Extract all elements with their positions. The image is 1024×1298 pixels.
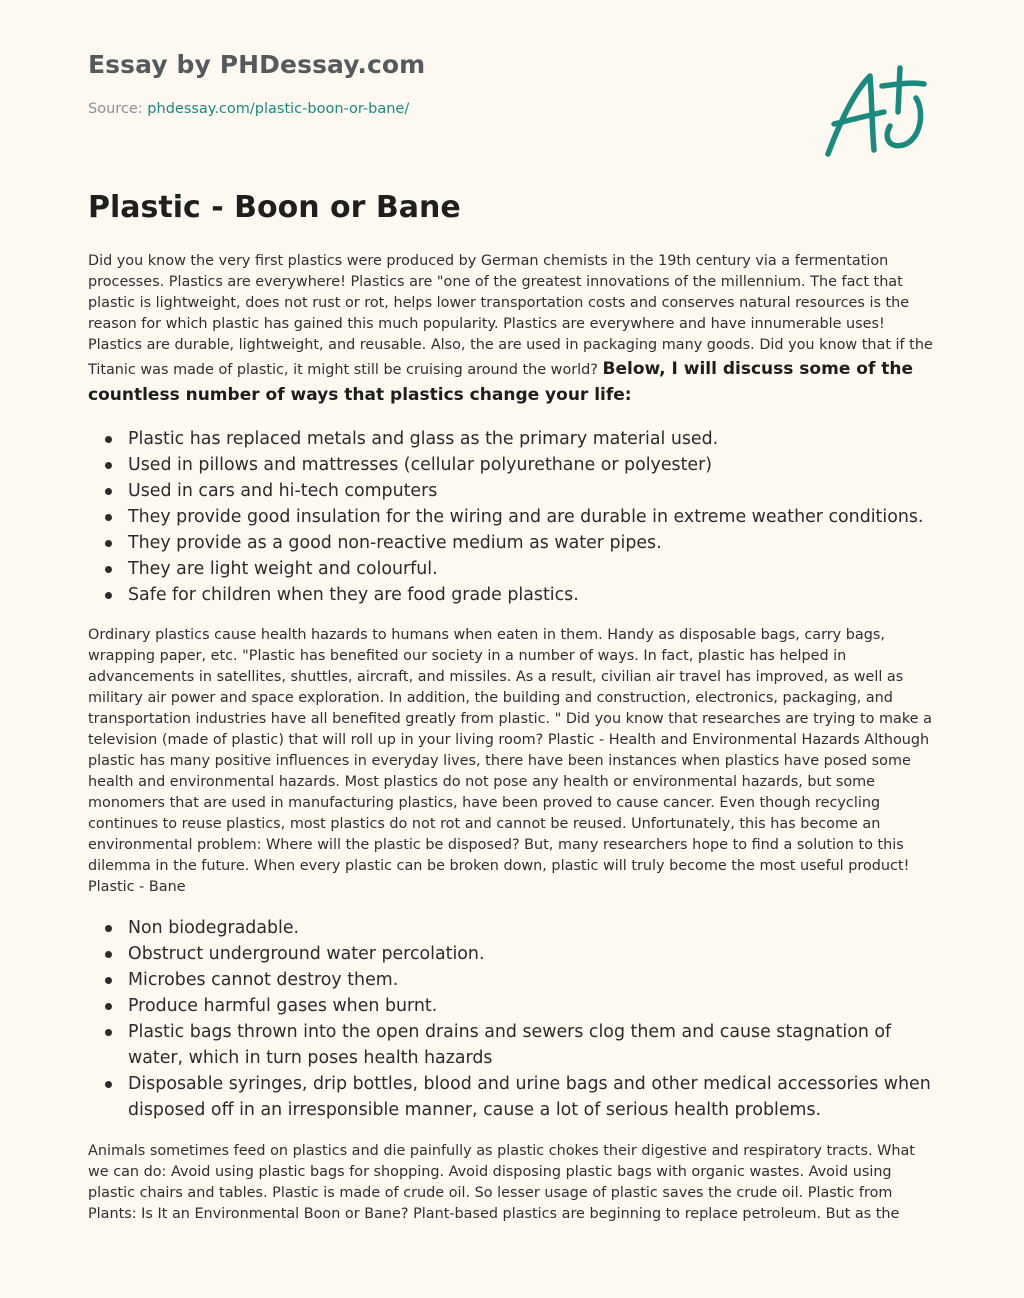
intro-paragraph [88,251,936,408]
list-item: Used in pillows and mattresses (cellular polyurethane or polyester) [88,452,936,478]
document-title: Plastic - Boon or Bane [88,190,461,225]
middle-paragraph: Ordinary plastics cause health hazards to humans when eaten in them. Handy as disposable bags, carry bags, wrapping paper, etc. "Plastic has benefited our society in a number of ways. In fact, plastic has helped in advancements in satellites, shuttles, aircraft, and missiles. As a result, civilian air travel has improved, as well as military air power and space exploration. In addition, the building and construction, electronics, packaging, and transportation industries have all benefited greatly from plastic. " Did you know that researches are trying to make a television (made of plastic) that will roll up in your living room? Plastic - Health and Environmental Hazards Although plastic has many positive influences in everyday lives, there have been instances when plastics have posed some health and environmental hazards. Most plastics do not pose any health or environmental hazards, but some monomers that are used in manufacturing plastics, have been proved to cause cancer. Even though recycling continues to reuse plastics, most plastics do not rot and cannot be reused. Unfortunately, this has become an environmental problem: Where will the plastic be disposed? But, many researchers hope to find a solution to this dilemma in the future. When every plastic can be broken down, plastic will truly become the most useful product! Plastic - Bane [88,627,932,895]
source-line [88,101,409,117]
closing-paragraph: Animals sometimes feed on plastics and die painfully as plastic chokes their digestive and respiratory tracts. What we can do: Avoid using plastic bags for shopping. Avoid disposing plastic bags with organic wastes. Avoid using plastic chairs and tables. Plastic is made of crude oil. So lesser usage of plastic saves the crude oil. Plastic from Plants: Is It an Environmental Boon or Bane? Plant-based plastics are beginning to replace petroleum. But as the [88,1143,915,1222]
list-item: Obstruct underground water percolation. [88,941,936,967]
intro-text: Did you know the very first plastics were produced by German chemists in the 19th century via a fermentation processes. Plastics are everywhere! Plastics are "one of the greatest innovations of the millennium. The fact that plastic is lightweight, does not rust or rot, helps lower transportation costs and conserves natural resources is the reason for which plastic has gained this much popularity. Plastics are everywhere and have innumerable uses! Plastics are durable, lightweight, and reusable. Also, the are used in packaging many goods. Did you know that if the Titanic was made of plastic, it might still be cruising around the world? [88,253,933,378]
list-item: Non biodegradable. [88,915,936,941]
intro-bold-lead: Below, I will discuss some of the countless number of ways that plastics change your life: [88,359,914,405]
banes-list [88,915,936,1123]
list-item: They provide as a good non-reactive medium as water pipes. [88,530,936,556]
list-item: Microbes cannot destroy them. [88,967,936,993]
list-item: Used in cars and hi-tech computers [88,478,936,504]
boons-list [88,426,936,608]
a-plus-logo-icon [820,62,932,162]
list-item: Plastic bags thrown into the open drains and sewers clog them and cause stagnation of water, which in turn poses health hazards [88,1019,936,1071]
list-item: Produce harmful gases when burnt. [88,993,936,1019]
site-brand: Essay by PHDessay.com [88,50,426,79]
a-plus-logo [820,62,932,162]
list-item: Disposable syringes, drip bottles, blood and urine bags and other medical accessories when disposed off in an irresponsible manner, cause a lot of serious health problems. [88,1071,936,1123]
list-item: Safe for children when they are food grade plastics. [88,582,936,608]
source-label: Source: [88,101,143,117]
list-item: They are light weight and colourful. [88,556,936,582]
essay-body [88,251,936,1225]
list-item: They provide good insulation for the wiring and are durable in extreme weather conditions. [88,504,936,530]
list-item: Plastic has replaced metals and glass as the primary material used. [88,426,936,452]
source-link[interactable]: phdessay.com/plastic-boon-or-bane/ [147,101,410,117]
